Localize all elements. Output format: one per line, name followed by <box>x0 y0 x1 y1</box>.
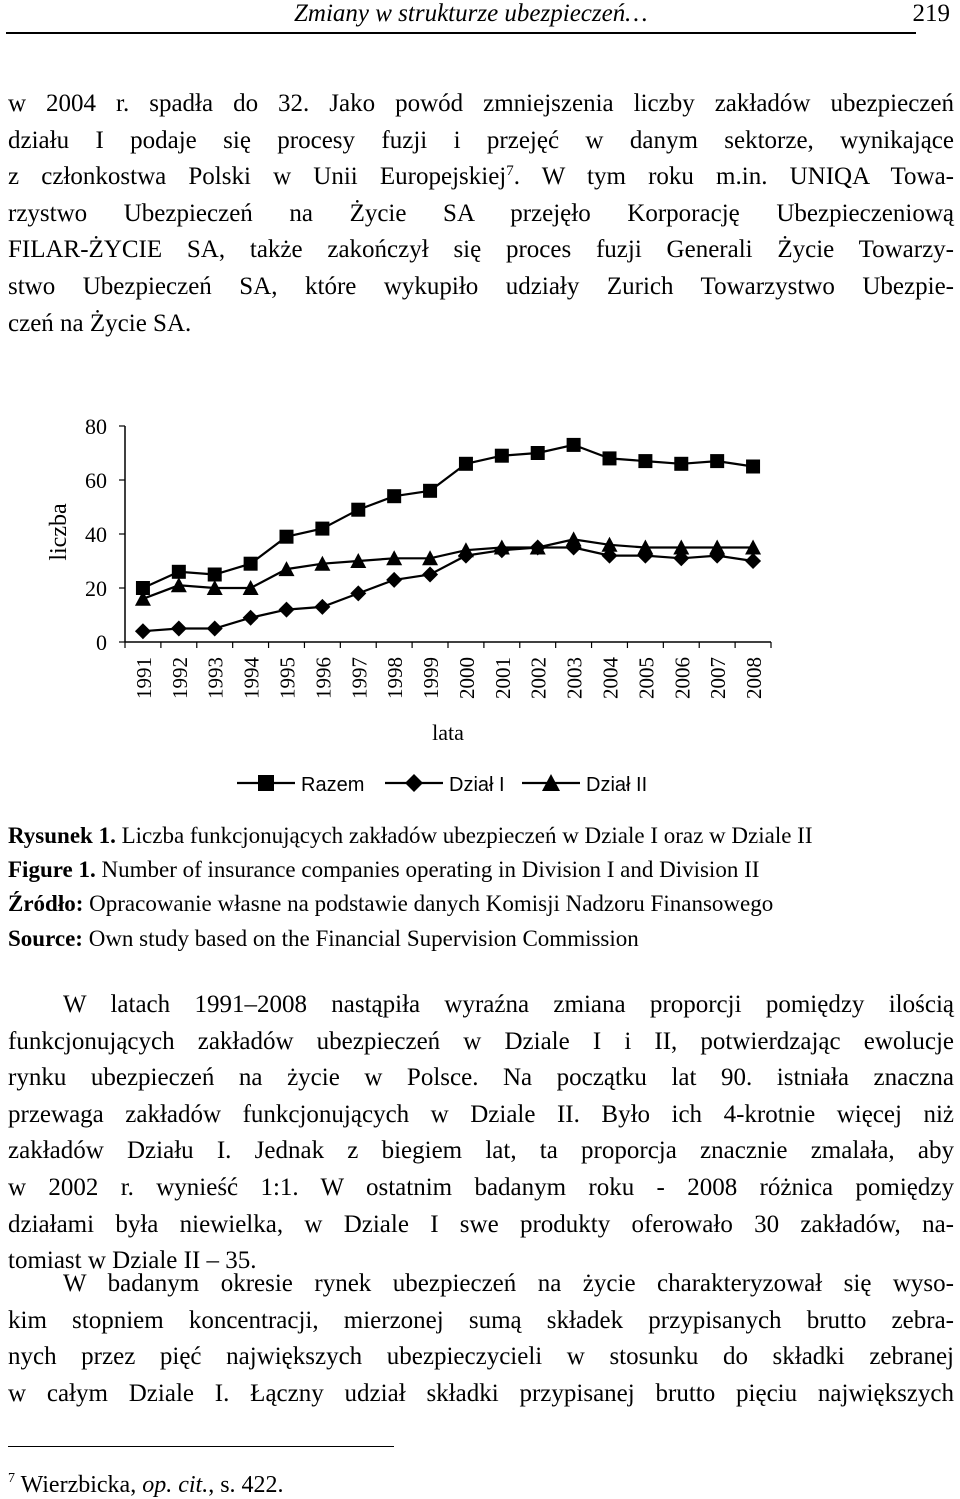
footnote-author: Wierzbicka, <box>15 1472 143 1498</box>
text-fragment: W tym roku m.in. UNIQA Towa- <box>520 163 954 191</box>
series-triangle <box>135 531 761 605</box>
caption-text: Opracowanie własne na podstawie danych Komisji Nadzoru Finansowego <box>83 891 774 916</box>
diamond-marker <box>135 623 151 639</box>
x-axis-title: lata <box>432 720 464 745</box>
square-marker <box>258 775 274 791</box>
footnote-rest: , s. 422. <box>208 1472 284 1498</box>
x-tick-label: 2000 <box>454 657 479 699</box>
diamond-marker <box>405 774 423 792</box>
chart-legend <box>237 774 647 796</box>
square-marker <box>315 522 329 536</box>
square-marker <box>531 446 545 460</box>
y-tick-label: 0 <box>96 630 107 655</box>
x-tick-label: 1996 <box>311 657 336 699</box>
text-line: tomiast w Dziale II – 35. <box>8 1247 257 1275</box>
caption-text: Liczba funkcjonujących zakładów ubezpieczeń w Dziale I oraz w Dziale II <box>115 823 813 848</box>
square-marker <box>351 503 365 517</box>
diamond-marker <box>350 585 366 601</box>
text-line: działu I podaje się procesy fuzji i przejęć w danym sektorze, wynikające <box>8 126 954 154</box>
square-marker <box>172 565 186 579</box>
text-fragment: . <box>513 163 520 191</box>
footnote-opcit: op. cit. <box>142 1472 209 1498</box>
footnote-rule <box>8 1446 394 1447</box>
chart-labels <box>46 414 766 745</box>
chart-series <box>135 438 761 639</box>
x-tick-label: 2007 <box>706 657 731 699</box>
footnote-number: 7 <box>8 1471 15 1486</box>
text-line: zakładów Działu I. Jednak z biegiem lat, ta proporcja znacznie zmalała, aby <box>8 1137 954 1165</box>
x-tick-label: 2002 <box>526 657 551 699</box>
header-rule <box>6 32 916 34</box>
series-line <box>143 445 753 588</box>
running-header <box>6 0 954 36</box>
source-pl <box>8 886 954 922</box>
text-line: w 2002 r. wynieść 1:1. W ostatnim badanym roku - 2008 różnica pomiędzy <box>8 1173 954 1201</box>
x-tick-label: 1991 <box>131 657 156 699</box>
text-line: przewaga zakładów funkcjonujących w Dziale II. Było ich 4-krotnie więcej niż <box>8 1100 954 1128</box>
caption-label: Source: <box>8 926 83 951</box>
text-line: czeń na Życie SA. <box>8 309 192 337</box>
caption-label: Źródło: <box>8 891 84 916</box>
x-tick-label: 2003 <box>562 657 587 699</box>
text-line: rzystwo Ubezpieczeń na Życie SA przejęło Korporację Ubezpieczeniową <box>8 199 954 227</box>
square-marker <box>387 489 401 503</box>
y-tick-label: 40 <box>85 522 107 547</box>
diamond-marker <box>745 553 761 569</box>
y-axis-title: liczba <box>46 503 72 561</box>
text-line: kim stopniem koncentracji, mierzonej sumą składek przypisanych brutto zebra- <box>8 1306 954 1334</box>
legend-label: Dział II <box>586 774 648 796</box>
diamond-marker <box>279 602 295 618</box>
text-line: funkcjonujących zakładów ubezpieczeń w Dziale I i II, potwierdzając ewolucje <box>8 1027 954 1055</box>
square-marker <box>244 557 258 571</box>
square-marker <box>423 484 437 498</box>
caption-text: Number of insurance companies operating in Division I and Division II <box>95 857 760 882</box>
source-en <box>8 921 954 957</box>
x-tick-label: 1994 <box>239 657 264 699</box>
diamond-marker <box>422 567 438 583</box>
x-tick-label: 1992 <box>167 657 192 699</box>
series-square <box>136 438 760 595</box>
square-marker <box>674 457 688 471</box>
footnote-ref: 7 <box>506 163 514 180</box>
text-line: FILAR-ŻYCIE SA, także zakończył się proces fuzji Generali Życie Towarzy- <box>8 236 954 264</box>
text-line: W latach 1991–2008 nastąpiła wyraźna zmiana proporcji pomiędzy ilością <box>63 991 954 1018</box>
caption-label: Rysunek 1. <box>8 823 116 848</box>
text-line: W badanym okresie rynek ubezpieczeń na życie charakteryzował się wyso- <box>63 1270 954 1297</box>
diamond-marker <box>243 610 259 626</box>
square-marker <box>746 460 760 474</box>
square-marker <box>459 457 473 471</box>
x-tick-label: 1998 <box>383 657 408 699</box>
diamond-marker <box>386 572 402 588</box>
x-tick-label: 1995 <box>275 657 300 699</box>
caption-label: Figure 1. <box>8 857 96 882</box>
y-tick-label: 80 <box>85 414 107 439</box>
legend-label: Dział I <box>449 774 505 796</box>
line-chart <box>0 400 960 820</box>
square-marker <box>710 454 724 468</box>
series-line <box>143 548 753 632</box>
text-line: działami była niewielka, w Dziale I swe produkty oferowało 30 zakładów, na- <box>8 1210 954 1238</box>
text-line: stwo Ubezpieczeń SA, które wykupiło udziały Zurich Towarzystwo Ubezpie- <box>8 272 954 300</box>
text-line: w 2004 r. spadła do 32. Jako powód zmniejszenia liczby zakładów ubezpieczeń <box>8 90 954 117</box>
paragraph-2 <box>8 987 954 1280</box>
chart-axes <box>119 426 771 648</box>
square-marker <box>208 568 222 582</box>
square-marker <box>638 454 652 468</box>
figure-caption-pl <box>8 818 954 854</box>
square-marker <box>280 530 294 544</box>
paragraph-1 <box>8 86 954 342</box>
page-number: 219 <box>912 0 950 27</box>
diamond-marker <box>171 621 187 637</box>
x-tick-label: 1997 <box>347 657 372 699</box>
y-tick-label: 60 <box>85 468 107 493</box>
x-tick-label: 2005 <box>634 657 659 699</box>
text-line: rynku ubezpieczeń na życie w Polsce. Na początku lat 90. istniała znaczna <box>8 1064 954 1092</box>
x-tick-label: 1993 <box>203 657 228 699</box>
footnote <box>8 1472 284 1499</box>
x-tick-label: 2004 <box>598 657 623 699</box>
text-line: nych przez pięć największych ubezpieczycieli w stosunku do składki zebranej <box>8 1343 954 1371</box>
square-marker <box>567 438 581 452</box>
text-fragment: z członkostwa Polski w Unii Europejskiej <box>8 163 507 191</box>
x-tick-label: 2006 <box>670 657 695 699</box>
text-line <box>8 159 954 196</box>
paragraph-3 <box>8 1266 954 1412</box>
legend-label: Razem <box>301 774 365 796</box>
square-marker <box>603 451 617 465</box>
x-tick-label: 1999 <box>419 657 444 699</box>
diamond-marker <box>207 621 223 637</box>
header-title: Zmiany w strukturze ubezpieczeń… <box>294 0 648 27</box>
triangle-marker <box>566 531 582 546</box>
square-marker <box>495 449 509 463</box>
diamond-marker <box>314 599 330 615</box>
text-line: w całym Dziale I. Łączny udział składki przypisanej brutto pięciu największych <box>8 1379 954 1407</box>
caption-text: Own study based on the Financial Supervision Commission <box>82 926 639 951</box>
y-tick-label: 20 <box>85 576 107 601</box>
figure-caption-en <box>8 852 954 888</box>
x-tick-label: 2001 <box>490 657 515 699</box>
x-tick-label: 2008 <box>742 657 767 699</box>
